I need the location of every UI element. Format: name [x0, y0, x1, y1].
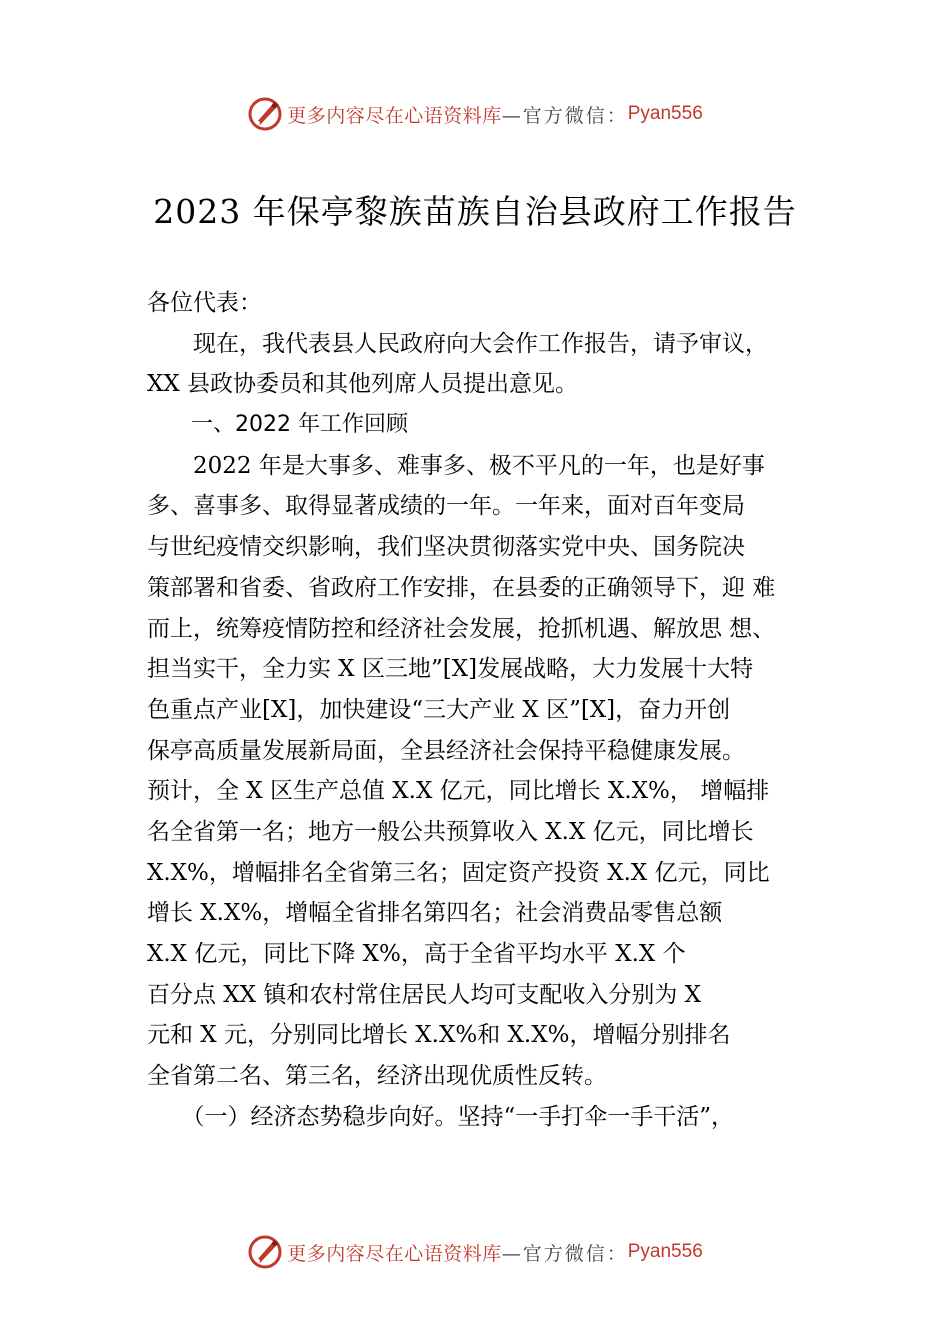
- watermark-sub-text: —官方微信：: [501, 104, 628, 127]
- watermark-footer: [0, 1232, 950, 1272]
- body-line: 与世纪疫情交织影响，我们坚决贯彻落实党中央、国务院决: [147, 534, 745, 561]
- section-heading: 一、2022 年工作回顾: [147, 412, 408, 438]
- body-line: 2022 年是大事多、难事多、极不平凡的一年，也是好事: [147, 452, 765, 479]
- document-title: 2023 年保亭黎族苗族自治县政府工作报告: [153, 192, 797, 231]
- body-line: 增长 X.X%，增幅全省排名第四名；社会消费品零售总额: [147, 900, 723, 927]
- salutation: 各位代表：: [147, 290, 262, 316]
- watermark-wechat-id: Pyan556: [627, 103, 703, 124]
- body-line: 预计，全 X 区生产总值 X.X 亿元，同比增长 X.X%， 增幅排: [147, 778, 770, 805]
- watermark-wechat-id: Pyan556: [627, 1241, 703, 1262]
- body-line: XX 县政协委员和其他列席人员提出意见。: [147, 371, 579, 398]
- body-line: 担当实干，全力实 X 区三地”[X]发展战略，大力发展十大特: [147, 656, 754, 683]
- watermark-header: [0, 94, 950, 134]
- body-line: 全省第二名、第三名，经济出现优质性反转。: [147, 1063, 607, 1090]
- body-line: 现在，我代表县人民政府向大会作工作报告，请予审议，: [147, 330, 768, 357]
- watermark-sub-text: —官方微信：: [501, 1242, 628, 1265]
- watermark-main-text: 更多内容尽在心语资料库: [287, 1242, 502, 1265]
- watermark-main-text: 更多内容尽在心语资料库: [287, 104, 502, 127]
- body-line: X.X 亿元，同比下降 X%，高于全省平均水平 X.X 个: [147, 941, 686, 967]
- body-line: 而上，统筹疫情防控和经济社会发展，抢抓机遇、解放思 想、: [147, 615, 776, 642]
- pen-seal-logo-icon: [247, 1234, 283, 1270]
- subsection-line: （一）经济态势稳步向好。坚持“一手打伞一手干活”，: [147, 1103, 735, 1130]
- body-line: 名全省第一名；地方一般公共预算收入 X.X 亿元，同比增长: [147, 818, 754, 845]
- body-line: 色重点产业[X]，加快建设“三大产业 X 区”[X]，奋力开创: [147, 696, 731, 723]
- document-body: [147, 283, 807, 1137]
- body-line: 百分点 XX 镇和农村常住居民人均可支配收入分别为 X: [147, 981, 702, 1008]
- pen-seal-logo-icon: [247, 96, 283, 132]
- body-line: X.X%，增幅排名全省第三名；固定资产投资 X.X 亿元，同比: [147, 859, 770, 886]
- body-line: 保亭高质量发展新局面，全县经济社会保持平稳健康发展。: [147, 737, 745, 764]
- body-line: 策部署和省委、省政府工作安排，在县委的正确领导下，迎 难: [147, 574, 776, 601]
- body-line: 元和 X 元，分别同比增长 X.X%和 X.X%，增幅分别排名: [147, 1022, 731, 1049]
- body-line: 多、喜事多、取得显著成绩的一年。一年来，面对百年变局: [147, 493, 745, 520]
